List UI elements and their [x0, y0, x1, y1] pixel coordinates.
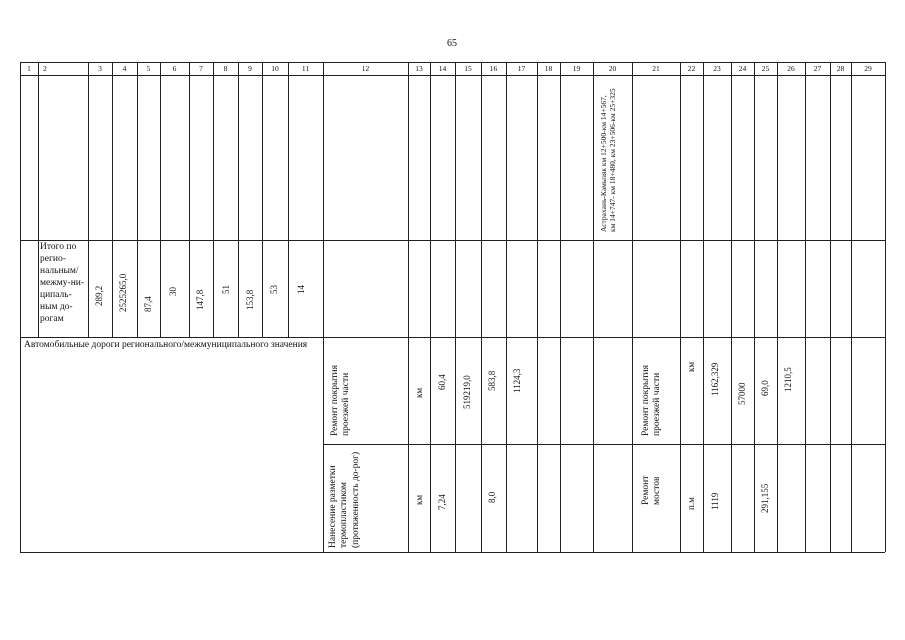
col-divider — [703, 62, 704, 552]
col-divider — [189, 62, 190, 337]
value-cell: 583,8 — [487, 370, 497, 391]
work-description: Ремонт мостов — [641, 475, 663, 505]
column-number: 19 — [572, 64, 581, 73]
col-divider — [408, 62, 409, 552]
value-cell: 60,4 — [437, 374, 447, 390]
unit-cell: км — [686, 361, 696, 372]
totals-value: 30 — [168, 287, 178, 296]
col-divider — [805, 62, 806, 552]
col-divider — [323, 62, 324, 552]
column-number: 24 — [738, 64, 747, 73]
section-row-top-border — [20, 337, 885, 338]
table-bottom-border — [20, 552, 885, 553]
column-number: 6 — [172, 64, 177, 73]
unit-cell: п.м — [686, 497, 696, 510]
col-divider — [137, 62, 138, 337]
unit-cell: км — [414, 494, 424, 505]
column-number: 21 — [652, 64, 660, 73]
column-number: 28 — [836, 64, 845, 73]
value-cell: 1124,3 — [512, 368, 522, 393]
column-number: 18 — [544, 64, 553, 73]
totals-value: 147,8 — [195, 289, 205, 310]
totals-value: 153,8 — [245, 289, 255, 310]
value-cell: 8,0 — [487, 491, 497, 503]
column-number: 9 — [248, 64, 252, 73]
column-number: 29 — [864, 64, 872, 73]
col-divider — [777, 62, 778, 552]
col-divider — [830, 62, 831, 552]
col-divider — [262, 62, 263, 337]
work-description: Ремонт покрытия проезжей части — [330, 365, 352, 436]
col-divider — [160, 62, 161, 337]
column-number: 15 — [464, 64, 472, 73]
value-cell: 1162,329 — [710, 362, 720, 396]
col-divider — [731, 62, 732, 552]
col-divider — [288, 62, 289, 337]
col-divider — [455, 62, 456, 552]
col-divider — [430, 62, 431, 552]
column-number: 1 — [27, 64, 31, 73]
unit-cell: км — [414, 387, 424, 398]
column-number: 14 — [438, 64, 447, 73]
col-divider — [537, 62, 538, 552]
totals-value: 2525265,0 — [118, 273, 128, 312]
col-divider — [38, 62, 39, 337]
column-number: 8 — [223, 64, 228, 73]
col-divider — [593, 62, 594, 552]
column-number: 27 — [813, 64, 822, 73]
totals-row-label: Итого по регио-нальным/ межму-ни-ципаль-ным до-рогам — [40, 242, 85, 324]
col-divider — [754, 62, 755, 552]
value-cell: 1119 — [710, 492, 720, 510]
totals-value: 87,4 — [143, 296, 153, 312]
totals-value: 51 — [221, 285, 231, 294]
column-number: 25 — [761, 64, 770, 73]
header-row-border — [20, 75, 885, 76]
value-cell: 57000 — [737, 382, 747, 405]
value-cell: 291,155 — [760, 483, 770, 513]
column-number: 4 — [122, 64, 127, 73]
col-divider — [481, 62, 482, 552]
column-number: 13 — [415, 64, 423, 73]
totals-value: 14 — [296, 285, 306, 294]
column-number: 16 — [489, 64, 498, 73]
col-divider — [680, 62, 681, 552]
column-number: 11 — [301, 64, 310, 73]
column-number: 5 — [146, 64, 151, 73]
column-number: 10 — [271, 64, 279, 73]
col-divider — [851, 62, 852, 552]
column-number: 7 — [199, 64, 203, 73]
value-cell: 69,0 — [760, 380, 770, 396]
value-cell: 7,24 — [437, 494, 447, 510]
col-divider — [88, 62, 89, 337]
col-divider — [213, 62, 214, 337]
page-number: 65 — [447, 38, 457, 49]
totals-row-top-border — [20, 240, 885, 241]
column-number: 2 — [43, 64, 47, 73]
col-divider — [238, 62, 239, 337]
totals-value: 53 — [269, 285, 279, 294]
work-description: Нанесение разметки термопластиком (протяженность до-рог) — [328, 451, 361, 548]
column-number: 20 — [608, 64, 617, 73]
route-description: Астрахань-Камызяк км 12+500-км 14+567, км 14+747- км 18+480, км 23+506-км 25+325 — [599, 88, 617, 232]
column-number: 3 — [98, 64, 102, 73]
work-description: Ремонт покрытия проезжей части — [641, 365, 663, 436]
column-number: 12 — [361, 64, 370, 73]
value-cell: 519219,0 — [462, 375, 472, 409]
column-number: 22 — [687, 64, 696, 73]
table-right-border — [885, 62, 886, 552]
table-left-border — [20, 62, 21, 552]
totals-value: 289,2 — [94, 285, 104, 306]
column-number: 23 — [713, 64, 721, 73]
col-divider — [506, 62, 507, 552]
col-divider — [112, 62, 113, 337]
section-title: Автомобильные дороги регионального/межмуниципального значения — [24, 340, 308, 350]
col-divider — [632, 62, 633, 552]
value-cell: 1210,5 — [783, 367, 793, 392]
column-number: 17 — [517, 64, 526, 73]
column-number: 26 — [787, 64, 795, 73]
col-divider — [560, 62, 561, 552]
